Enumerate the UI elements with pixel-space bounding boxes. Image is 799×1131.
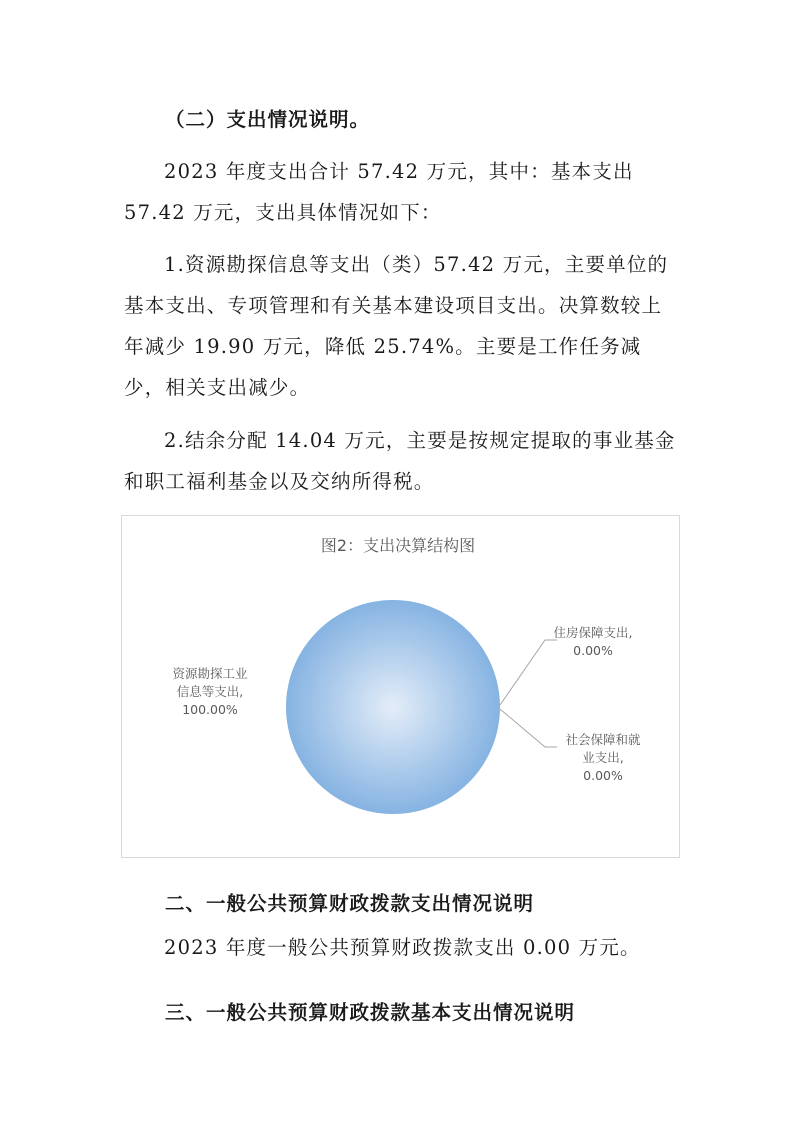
pie-slice-0 xyxy=(286,600,500,814)
paragraph-general-budget-amount: 2023 年度一般公共预算财政拨款支出 0.00 万元。 xyxy=(164,936,641,959)
heading-general-budget-expenditure: 二、一般公共预算财政拨款支出情况说明 xyxy=(165,892,535,915)
paragraph-resource-exploration: 1.资源勘探信息等支出（类）57.42 万元，主要单位的基本支出、专项管理和有关基本建设项目支出。决算数较上年减少 19.90 万元，降低 25.74%。主要是工作任务减少，相关支出减少。 xyxy=(124,253,669,399)
slice-label-resource-exploration: 资源勘探工业信息等支出, 100.00% xyxy=(172,666,248,717)
slice-label-social-security: 社会保障和就业支出, 0.00% xyxy=(565,732,641,783)
section-heading: （二）支出情况说明。 xyxy=(165,108,371,131)
expenditure-structure-chart xyxy=(121,515,680,858)
chart-title: 图2：支出决算结构图 xyxy=(320,536,476,555)
leader-line-housing xyxy=(500,640,557,705)
paragraph-surplus-distribution: 2.结余分配 14.04 万元，主要是按规定提取的事业基金和职工福利基金以及交纳所得税。 xyxy=(124,429,676,493)
heading-general-budget-basic-expenditure: 三、一般公共预算财政拨款基本支出情况说明 xyxy=(165,1001,576,1024)
slice-label-housing: 住房保障支出, 0.00% xyxy=(553,625,633,658)
pie-chart-svg xyxy=(122,516,679,857)
leader-line-social-security xyxy=(500,709,557,747)
paragraph-expenditure-total: 2023 年度支出合计 57.42 万元，其中：基本支出 57.42 万元，支出具体情况如下： xyxy=(124,160,634,224)
